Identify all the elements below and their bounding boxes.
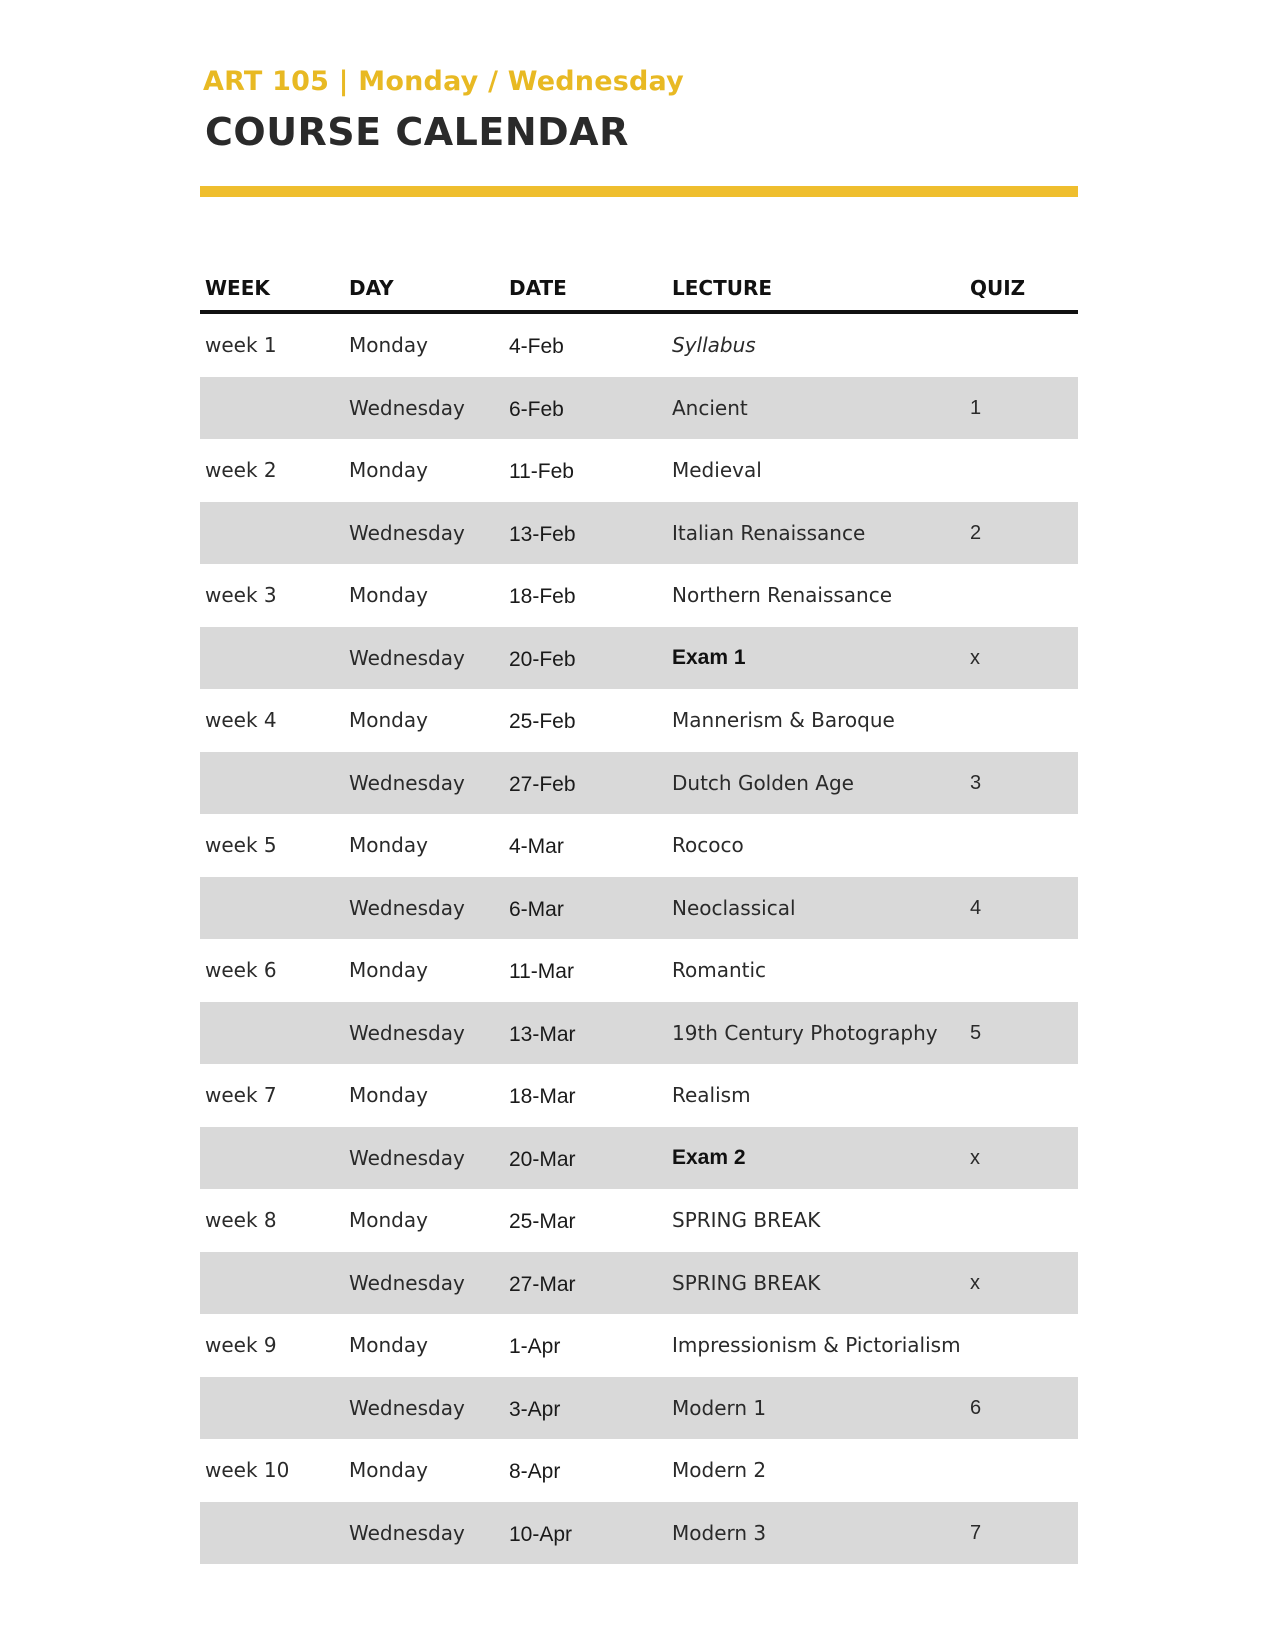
date-cell: 18-Mar: [509, 1085, 576, 1108]
table-row: [200, 1502, 1078, 1565]
lecture-cell: Realism: [672, 1083, 751, 1107]
lecture-cell: Ancient: [672, 395, 748, 420]
quiz-cell: 6: [970, 1396, 982, 1419]
table-row: [200, 1314, 1078, 1377]
date-cell: 18-Feb: [509, 585, 576, 608]
lecture-cell: SPRING BREAK: [672, 1208, 821, 1232]
lecture-cell: 19th Century Photography: [672, 1020, 938, 1045]
lecture-cell: Mannerism & Baroque: [672, 708, 895, 732]
day-cell: Wednesday: [349, 395, 465, 420]
quiz-cell: x: [970, 646, 980, 669]
column-header-lecture: LECTURE: [672, 276, 773, 300]
table-body: [200, 314, 1078, 1564]
table-row: [200, 1377, 1078, 1440]
week-cell: week 9: [205, 1333, 277, 1357]
column-header-week: WEEK: [205, 276, 270, 300]
table-row: [200, 1127, 1078, 1190]
column-header-date: DATE: [509, 276, 567, 300]
date-cell: 13-Mar: [509, 1022, 576, 1046]
accent-divider: [200, 186, 1078, 197]
week-cell: week 6: [205, 958, 277, 982]
quiz-cell: 4: [970, 896, 982, 919]
day-cell: Wednesday: [349, 770, 465, 795]
day-cell: Wednesday: [349, 1270, 465, 1295]
column-header-day: DAY: [349, 276, 394, 300]
day-cell: Wednesday: [349, 520, 465, 545]
date-cell: 20-Feb: [509, 647, 576, 671]
lecture-cell: Modern 3: [672, 1520, 767, 1545]
week-cell: week 10: [205, 1458, 290, 1482]
lecture-cell: Dutch Golden Age: [672, 770, 854, 795]
day-cell: Monday: [349, 1333, 428, 1357]
day-cell: Wednesday: [349, 895, 465, 920]
date-cell: 6-Mar: [509, 897, 564, 921]
day-cell: Monday: [349, 583, 428, 607]
quiz-cell: 5: [970, 1021, 982, 1044]
date-cell: 25-Feb: [509, 710, 576, 733]
day-cell: Wednesday: [349, 1520, 465, 1545]
day-cell: Monday: [349, 958, 428, 982]
lecture-cell: Exam 2: [672, 1145, 746, 1169]
week-cell: week 1: [205, 333, 277, 357]
day-cell: Wednesday: [349, 645, 465, 670]
date-cell: 4-Mar: [509, 835, 564, 858]
table-row: [200, 377, 1078, 440]
lecture-cell: Syllabus: [672, 333, 756, 357]
lecture-cell: Neoclassical: [672, 895, 796, 920]
table-row: [200, 564, 1078, 627]
date-cell: 3-Apr: [509, 1397, 561, 1421]
date-cell: 4-Feb: [509, 335, 564, 358]
day-cell: Monday: [349, 458, 428, 482]
date-cell: 11-Feb: [509, 460, 574, 483]
lecture-cell: Modern 2: [672, 1458, 767, 1482]
day-cell: Monday: [349, 708, 428, 732]
week-cell: week 7: [205, 1083, 277, 1107]
date-cell: 20-Mar: [509, 1147, 576, 1171]
date-cell: 13-Feb: [509, 522, 576, 546]
page-title: COURSE CALENDAR: [205, 110, 629, 154]
quiz-cell: 2: [970, 521, 982, 544]
date-cell: 1-Apr: [509, 1335, 561, 1358]
table-row: [200, 314, 1078, 377]
table-row: [200, 939, 1078, 1002]
date-cell: 27-Feb: [509, 772, 576, 796]
table-row: [200, 1252, 1078, 1315]
table-row: [200, 752, 1078, 815]
quiz-cell: 3: [970, 771, 982, 794]
table-row: [200, 1064, 1078, 1127]
table-row: [200, 1439, 1078, 1502]
table-row: [200, 1189, 1078, 1252]
day-cell: Monday: [349, 1208, 428, 1232]
lecture-cell: Rococo: [672, 833, 744, 857]
day-cell: Monday: [349, 333, 428, 357]
quiz-cell: x: [970, 1271, 980, 1294]
lecture-cell: Italian Renaissance: [672, 520, 866, 545]
date-cell: 8-Apr: [509, 1460, 561, 1483]
table-row: [200, 502, 1078, 565]
quiz-cell: x: [970, 1146, 980, 1169]
table-row: [200, 877, 1078, 940]
table-row: [200, 439, 1078, 502]
week-cell: week 2: [205, 458, 277, 482]
lecture-cell: Northern Renaissance: [672, 583, 893, 607]
date-cell: 6-Feb: [509, 397, 564, 421]
lecture-cell: Medieval: [672, 458, 762, 482]
table-row: [200, 689, 1078, 752]
day-cell: Wednesday: [349, 1145, 465, 1170]
table-header: [200, 268, 1078, 314]
week-cell: week 3: [205, 583, 277, 607]
day-cell: Monday: [349, 833, 428, 857]
lecture-cell: SPRING BREAK: [672, 1270, 821, 1295]
table-row: [200, 814, 1078, 877]
day-cell: Monday: [349, 1083, 428, 1107]
lecture-cell: Modern 1: [672, 1395, 767, 1420]
day-cell: Monday: [349, 1458, 428, 1482]
lecture-cell: Impressionism & Pictorialism: [672, 1333, 961, 1357]
quiz-cell: 1: [970, 396, 982, 419]
date-cell: 11-Mar: [509, 960, 574, 983]
date-cell: 25-Mar: [509, 1210, 576, 1233]
lecture-cell: Romantic: [672, 958, 767, 982]
day-cell: Wednesday: [349, 1395, 465, 1420]
week-cell: week 4: [205, 708, 277, 732]
lecture-cell: Exam 1: [672, 645, 746, 669]
date-cell: 10-Apr: [509, 1522, 573, 1546]
course-subtitle: ART 105 | Monday / Wednesday: [203, 66, 684, 97]
quiz-cell: 7: [970, 1521, 982, 1544]
week-cell: week 8: [205, 1208, 277, 1232]
calendar-table: [200, 268, 1078, 1564]
day-cell: Wednesday: [349, 1020, 465, 1045]
table-row: [200, 627, 1078, 690]
week-cell: week 5: [205, 833, 277, 857]
column-header-quiz: QUIZ: [970, 276, 1026, 300]
date-cell: 27-Mar: [509, 1272, 576, 1296]
table-row: [200, 1002, 1078, 1065]
